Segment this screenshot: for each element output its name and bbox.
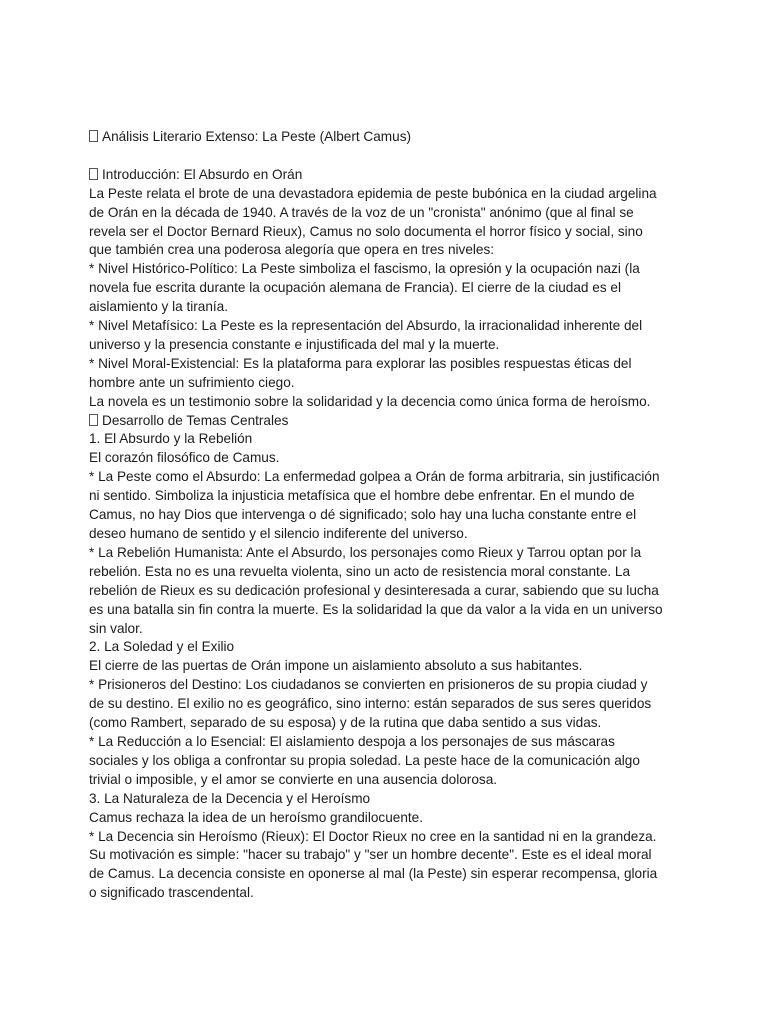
text-line: rebelión de Rieux es su dedicación profesional y desinteresada a curar, sabiendo que su lucha xyxy=(89,582,659,598)
document-title-line xyxy=(89,128,689,147)
text-line: de Camus. La decencia consiste en oponerse al mal (la Peste) sin esperar recompensa, gloria xyxy=(89,866,658,882)
text-line: deseo humano de sentido y el silencio indiferente del universo. xyxy=(89,526,468,542)
text-line: * La Peste como el Absurdo: La enfermedad golpea a Orán de forma arbitraria, sin justificación xyxy=(89,469,660,485)
blank-line xyxy=(89,147,689,166)
themes-section xyxy=(89,430,689,903)
text-line: de su destino. El exilio no es geográfico, sino interno: están separados de sus seres queridos xyxy=(89,696,652,712)
intro-section xyxy=(89,185,689,412)
text-line: de Orán en la década de 1940. A través de la voz de un "cronista" anónimo (que al final se xyxy=(89,204,634,220)
text-line: sin valor. xyxy=(89,620,143,636)
text-line: El cierre de las puertas de Orán impone un aislamiento absoluto a sus habitantes. xyxy=(89,658,583,674)
text-line: 2. La Soledad y el Exilio xyxy=(89,639,235,655)
text-line: revela ser el Doctor Bernard Rieux), Camus no solo documenta el horror físico y social, sino xyxy=(89,223,643,239)
text-line: (como Rambert, separado de su esposa) y de la rutina que daba sentido a sus vidas. xyxy=(89,715,602,731)
text-line: * Prisioneros del Destino: Los ciudadanos se convierten en prisioneros de su propia ciudad y xyxy=(89,677,648,693)
themes-heading: Desarrollo de Temas Centrales xyxy=(102,412,289,428)
text-line: rebelión. Esta no es una revuelta violenta, sino un acto de resistencia moral constante. La xyxy=(89,563,631,579)
missing-glyph-icon xyxy=(89,168,98,180)
text-line: * Nivel Histórico-Político: La Peste simboliza el fascismo, la opresión y la ocupación nazi (la xyxy=(89,261,640,277)
text-line: universo y la presencia constante e injustificada del mal y la muerte. xyxy=(89,336,500,352)
text-line: aislamiento y la tiranía. xyxy=(89,299,229,315)
text-line: ni sentido. Simboliza la injusticia metafísica que el hombre debe enfrentar. En el mundo de xyxy=(89,488,635,504)
document-body xyxy=(89,128,689,903)
text-line: 3. La Naturaleza de la Decencia y el Heroísmo xyxy=(89,790,371,806)
text-line: es una batalla sin fin contra la muerte. Es la solidaridad la que da valor a la vida en un universo xyxy=(89,601,663,617)
intro-heading: Introducción: El Absurdo en Orán xyxy=(102,166,303,182)
document-title: Análisis Literario Extenso: La Peste (Albert Camus) xyxy=(102,129,412,144)
text-line: La novela es un testimonio sobre la solidaridad y la decencia como única forma de heroísmo. xyxy=(89,393,651,409)
text-line: * La Reducción a lo Esencial: El aislamiento despoja a los personajes de sus máscaras xyxy=(89,733,615,749)
text-line: Camus rechaza la idea de un heroísmo grandilocuente. xyxy=(89,809,424,825)
text-line: novela fue escrita durante la ocupación alemana de Francia). El cierre de la ciudad es el xyxy=(89,280,621,296)
text-line: * Nivel Moral-Existencial: Es la plataforma para explorar las posibles respuestas éticas del xyxy=(89,355,632,371)
text-line: o significado trascendental. xyxy=(89,885,254,901)
missing-glyph-icon xyxy=(89,130,98,142)
text-line: sociales y los obliga a confrontar su propia soledad. La peste hace de la comunicación algo xyxy=(89,752,640,768)
text-line: La Peste relata el brote de una devastadora epidemia de peste bubónica en la ciudad argelina xyxy=(89,185,657,201)
text-line: * Nivel Metafísico: La Peste es la representación del Absurdo, la irracionalidad inherente del xyxy=(89,318,643,334)
text-line: trivial o imposible, y el amor se convierte en una ausencia dolorosa. xyxy=(89,771,498,787)
text-line: * La Rebelión Humanista: Ante el Absurdo, los personajes como Rieux y Tarrou optan por la xyxy=(89,544,642,560)
themes-heading-line xyxy=(89,412,689,431)
text-line: Su motivación es simple: "hacer su trabajo" y "ser un hombre decente". Este es el ideal moral xyxy=(89,847,652,863)
text-line: El corazón filosófico de Camus. xyxy=(89,450,280,466)
text-line: hombre ante un sufrimiento ciego. xyxy=(89,374,295,390)
text-line: * La Decencia sin Heroísmo (Rieux): El Doctor Rieux no cree en la santidad ni en la grandeza. xyxy=(89,828,657,844)
text-line: 1. El Absurdo y la Rebelión xyxy=(89,431,253,447)
text-line: que también crea una poderosa alegoría que opera en tres niveles: xyxy=(89,242,495,258)
intro-heading-line xyxy=(89,166,689,185)
missing-glyph-icon xyxy=(89,414,98,426)
text-line: Camus, no hay Dios que intervenga o dé significado; solo hay una lucha constante entre el xyxy=(89,507,637,523)
